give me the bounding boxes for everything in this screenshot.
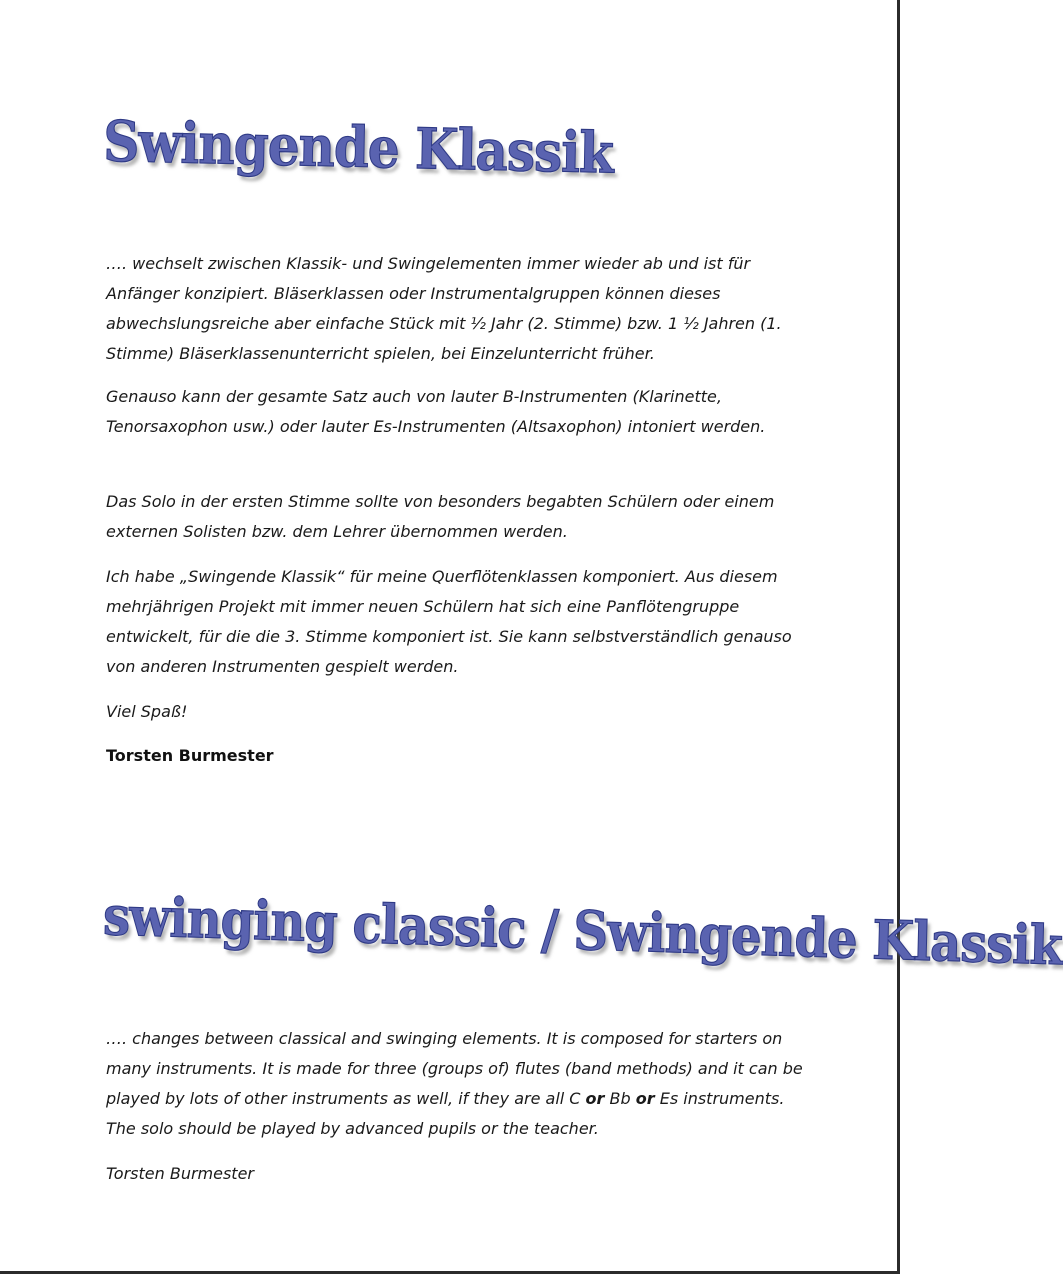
paragraph-text: Genauso kann der gesamte Satz auch von lauter B-Instrumenten (Klarinette, Tenorsaxophon usw.) oder lauter Es-Instrumenten (Altsaxophon) intoniert werden. <box>106 387 766 436</box>
paragraph-text: Ich habe „Swingende Klassik“ für meine Querflötenklassen komponiert. Aus diesem mehrjährigen Projekt mit immer neuen Schülern hat sich eine Panflötengruppe entwickelt, für die die 3. Stimme komponiert ist. Sie kann selbstverständlich genauso von anderen Instrumenten gespielt werden. <box>106 567 792 676</box>
english-signature: Torsten Burmester <box>106 1164 254 1183</box>
english-title: swinging classic / Swingende Klassik <box>102 885 1063 978</box>
text-run: …. changes between classical and swinging elements. It is composed for starters on many instruments. It is made for three (groups of) flutes (band methods) and it can be played by lots of other instruments as well, if they are all C <box>106 1029 803 1108</box>
bold-or: or <box>585 1089 605 1108</box>
text-run: Bb <box>604 1089 636 1108</box>
german-paragraph-intro <box>106 249 806 369</box>
german-closing <box>106 697 806 727</box>
paragraph-text: …. wechselt zwischen Klassik- und Swingelementen immer wieder ab und ist für Anfänger konzipiert. Bläserklassen oder Instrumentalgruppen können dieses abwechslungsreiche aber einfache Stück mit ½ Jahr (2. Stimme) bzw. 1 ½ Jahren (1. Stimme) Bläserklassenunterricht spielen, bei Einzelunterricht früher. <box>106 254 782 363</box>
paragraph-text: Viel Spaß! <box>106 702 188 721</box>
german-signature: Torsten Burmester <box>106 746 274 765</box>
bold-or: or <box>635 1089 655 1108</box>
text-run: Es instruments. The solo should be played by advanced pupils or the teacher. <box>106 1089 785 1138</box>
german-paragraph-instruments <box>106 382 806 442</box>
paragraph-text <box>106 1024 806 1144</box>
paragraph-text: Das Solo in der ersten Stimme sollte von besonders begabten Schülern oder einem externen Solisten bzw. dem Lehrer übernommen werden. <box>106 492 775 541</box>
german-paragraph-background <box>106 562 806 682</box>
german-paragraph-solo <box>106 487 806 547</box>
english-paragraph <box>106 1024 806 1144</box>
german-title: Swingende Klassik <box>102 108 614 187</box>
